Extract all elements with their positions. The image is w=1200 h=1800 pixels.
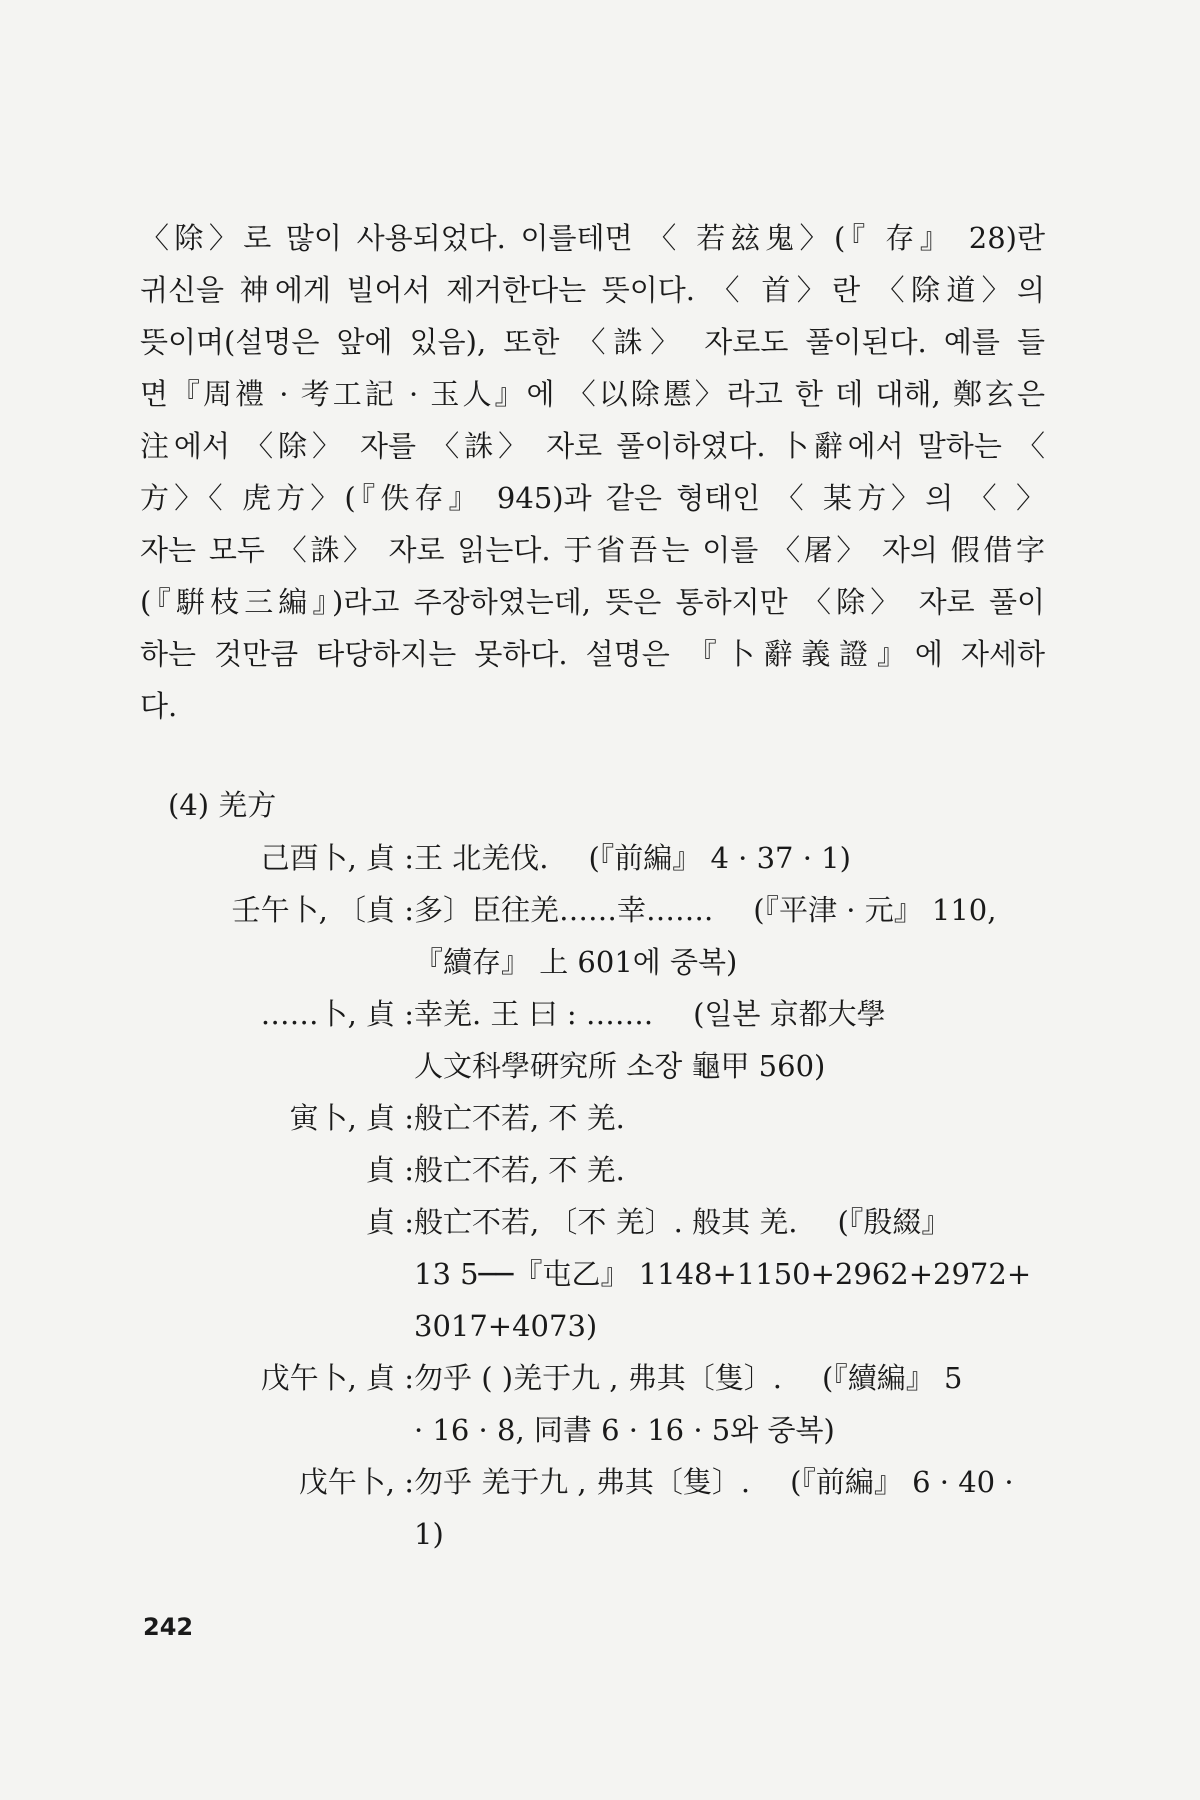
entry-body — [414, 1352, 1060, 1456]
entry-body — [414, 832, 1060, 884]
entry-body — [414, 1144, 1060, 1196]
entry-text: 幸羌. 王 曰 : ……. — [414, 997, 654, 1031]
entry-text: 3017+4073) — [414, 1309, 598, 1343]
entry-label: 貞 : — [366, 1205, 414, 1239]
paragraph-line: 方〉〈 虎方〉(『佚存』 945)과 같은 형태인 〈 某方〉의 〈 〉 — [140, 481, 1045, 515]
inscription-entry — [200, 1144, 1060, 1196]
entry-label: ……卜, 貞 : — [260, 997, 414, 1031]
paragraph-line: 자는 모두 〈誅〉 자로 읽는다. 于省吾는 이를 〈屠〉 자의 假借字 — [140, 533, 1045, 567]
inscription-entry — [200, 1092, 1060, 1144]
entry-citation: (『前編』 4 · 37 · 1) — [588, 841, 851, 875]
entry-body — [414, 1196, 1060, 1352]
entry-line — [414, 1144, 1060, 1196]
entry-text: 1) — [414, 1517, 444, 1551]
paragraph-line: 면『周禮 · 考工記 · 玉人』에 〈以除慝〉라고 한 데 대해, 鄭玄은 — [140, 377, 1045, 411]
entry-line — [414, 1508, 1060, 1560]
entry-body — [414, 1092, 1060, 1144]
entry-body — [414, 884, 1060, 988]
entry-body — [414, 988, 1060, 1092]
paragraph-line: (『騈枝三編』)라고 주장하였는데, 뜻은 통하지만 〈除〉 자로 풀이 — [140, 585, 1045, 619]
entry-line — [414, 936, 1060, 988]
inscription-entry — [200, 1196, 1060, 1352]
entry-body — [414, 1456, 1060, 1560]
entry-citation: (『平津 · 元』 110, — [753, 893, 997, 927]
page-number: 242 — [143, 1613, 194, 1641]
entry-line — [414, 1300, 1060, 1352]
entry-text: 般亡不若, 不 羌. — [414, 1153, 625, 1187]
inscription-list — [200, 832, 1060, 1560]
entry-line — [414, 1040, 1060, 1092]
paragraph-line: 귀신을 神에게 빌어서 제거한다는 뜻이다. 〈 首〉란 〈除道〉의 — [140, 273, 1045, 307]
body-paragraph — [140, 212, 1045, 732]
entry-text: 勿乎 ( )羌于九 , 弗其〔隻〕. — [414, 1361, 782, 1395]
entry-text: 13 5──『屯乙』 1148+1150+2962+2972+ — [414, 1257, 1032, 1291]
entry-line — [414, 1092, 1060, 1144]
entry-citation: (일본 京都大學 — [693, 997, 886, 1031]
section-heading: (4) 羌方 — [168, 788, 277, 822]
entry-citation: (『前編』 6 · 40 · — [790, 1465, 1014, 1499]
entry-text: 般亡不若, 〔不 羌〕. 般其 羌. — [414, 1205, 798, 1239]
entry-line — [414, 1352, 1060, 1404]
entry-text: 人文科學硏究所 소장 龜甲 560) — [414, 1049, 826, 1083]
entry-text: 勿乎 羌于九 , 弗其〔隻〕. — [414, 1465, 751, 1499]
inscription-entry — [200, 988, 1060, 1092]
entry-text: 多〕臣往羌……幸……. — [414, 893, 714, 927]
entry-text: 『續存』 上 601에 중복) — [414, 945, 738, 979]
entry-label: 戊午卜, : — [298, 1465, 414, 1499]
entry-citation: (『殷綴』 — [837, 1205, 951, 1239]
entry-label: 己酉卜, 貞 : — [260, 841, 414, 875]
paragraph-line: 하는 것만큼 타당하지는 못하다. 설명은 『卜辭義證』에 자세하 — [140, 637, 1045, 671]
entry-text: 般亡不若, 不 羌. — [414, 1101, 625, 1135]
entry-line — [414, 1248, 1060, 1300]
entry-text: · 16 · 8, 同書 6 · 16 · 5와 중복) — [414, 1413, 835, 1447]
entry-line — [414, 1196, 1060, 1248]
entry-label: 戊午卜, 貞 : — [260, 1361, 414, 1395]
inscription-entry — [200, 884, 1060, 988]
entry-label: 壬午卜, 〔貞 : — [231, 893, 414, 927]
entry-line — [414, 832, 1060, 884]
entry-label: 寅卜, 貞 : — [289, 1101, 414, 1135]
entry-line — [414, 1456, 1060, 1508]
paragraph-line: 注에서 〈除〉 자를 〈誅〉 자로 풀이하였다. 卜辭에서 말하는 〈 — [140, 429, 1045, 463]
paragraph-line: 〈除〉로 많이 사용되었다. 이를테면 〈 若玆鬼〉(『 存』 28)란 — [140, 221, 1045, 255]
entry-label: 貞 : — [366, 1153, 414, 1187]
inscription-entry — [200, 832, 1060, 884]
entry-line — [414, 1404, 1060, 1456]
entry-text: 王 北羌伐. — [414, 841, 549, 875]
entry-line — [414, 884, 1060, 936]
inscription-entry — [200, 1456, 1060, 1560]
entry-citation: (『續編』 5 — [821, 1361, 963, 1395]
paragraph-line: 다. — [140, 689, 178, 723]
paragraph-line: 뜻이며(설명은 앞에 있음), 또한 〈誅〉 자로도 풀이된다. 예를 들 — [140, 325, 1045, 359]
entry-line — [414, 988, 1060, 1040]
inscription-entry — [200, 1352, 1060, 1456]
